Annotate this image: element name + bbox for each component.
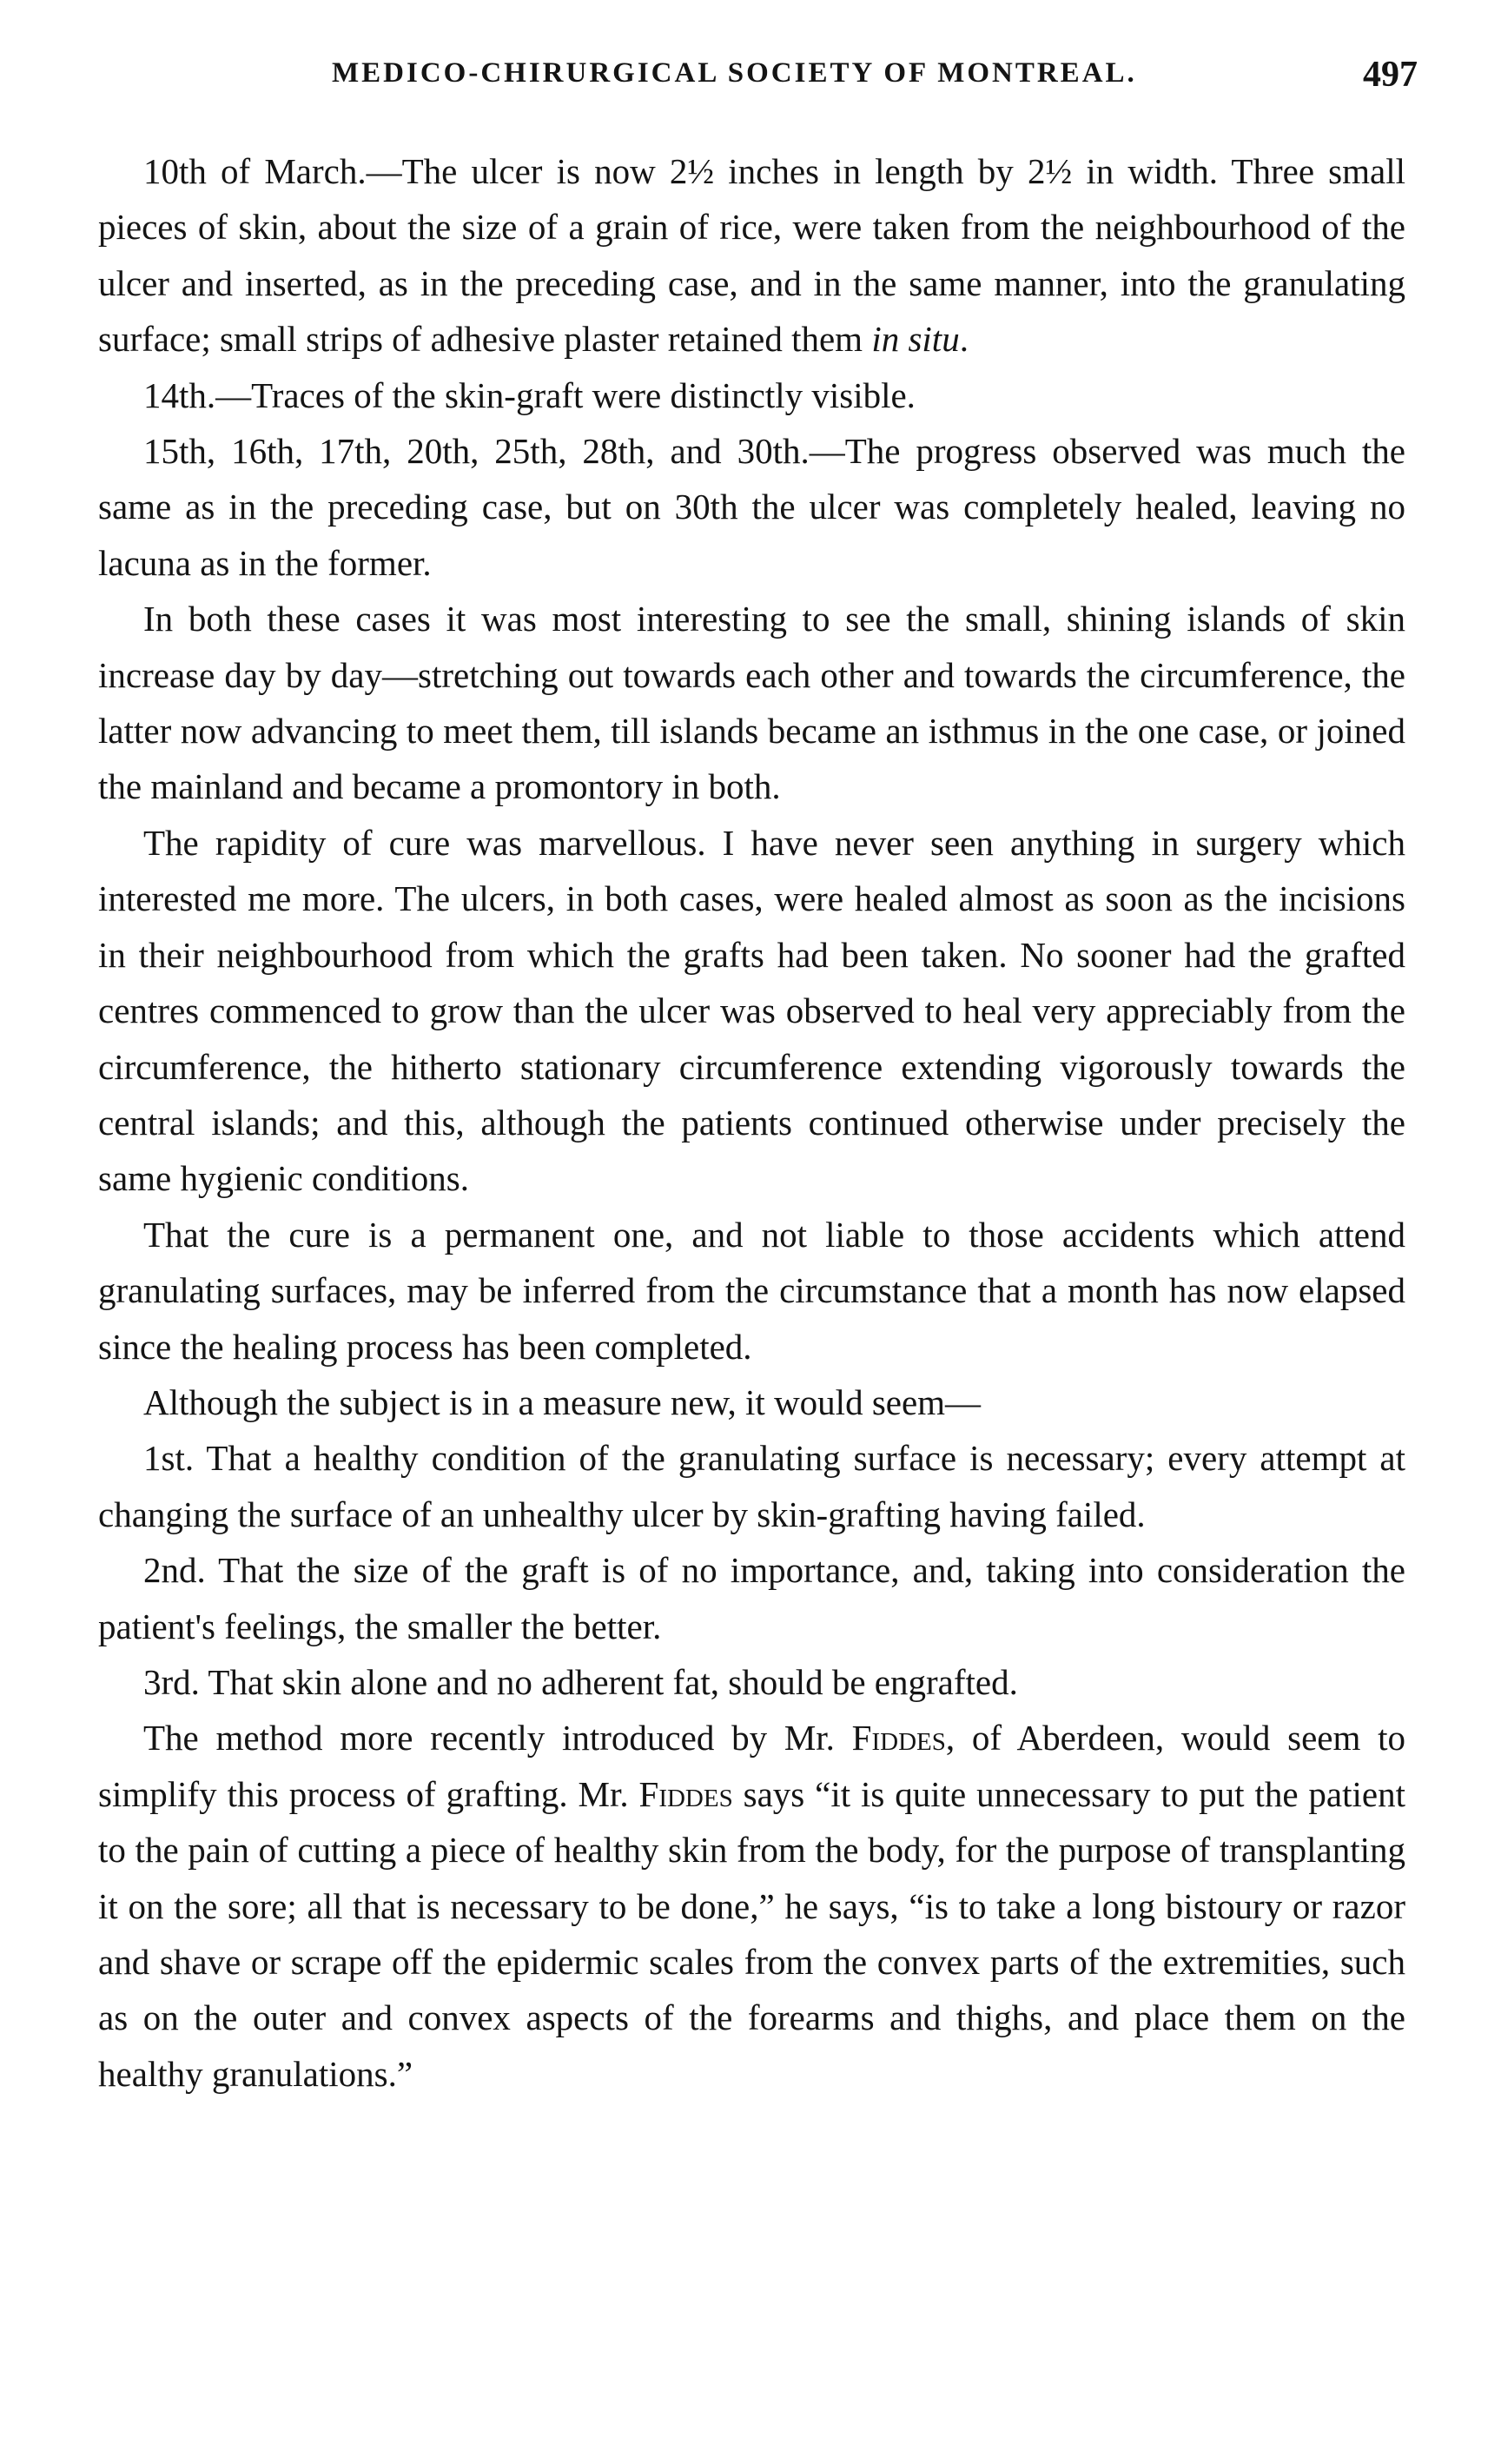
person-name: Fiddes — [638, 1773, 733, 1814]
paragraph — [98, 1710, 1405, 2102]
text-run: . — [959, 319, 969, 360]
text-run: 1st. That a healthy condition of the granulating surface is necessary; every attempt at changing the surface of an unhealthy ulcer by skin-grafting having failed. — [98, 1438, 1405, 1534]
text-run: Although the subject is in a measure new, it would seem— — [143, 1381, 982, 1422]
text-run: The method more recently introduced by Mr. — [143, 1718, 852, 1759]
text-run: In both these cases it was most interesting to see the small, shining islands of skin increase day by day—stretching out towards each other and towards the circumference, the latter now advancing to meet them, till islands became an isthmus in the one case, or joined the mainland and became a promontory in both. — [98, 599, 1405, 807]
text-run: That the cure is a permanent one, and not liable to those accidents which attend granulating surfaces, may be inferred from the circumstance that a month has now elapsed since the healing process has been completed. — [98, 1214, 1405, 1367]
paragraph — [98, 368, 1405, 423]
text-run: 14th.—Traces of the skin-graft were distinctly visible. — [143, 374, 916, 415]
paragraph — [98, 1430, 1405, 1542]
text-run: says “it is quite unnecessary to put the patient to the pain of cutting a piece of healthy skin from the body, for the purpose of transplanting it on the sore; all that is necessary to be done,” he says, “is to take a long bistoury or razor and shave or scrape off the epidermic scales from the convex parts of the extremities, such as on the outer and convex aspects of the forearms and thighs, and place them on the healthy granulations.” — [98, 1773, 1405, 2094]
text-run: 15th, 16th, 17th, 20th, 25th, 28th, and 30th.—The progress observed was much the same as in the preceding case, but on 30th the ulcer was completely healed, leaving no lacuna as in the former. — [98, 431, 1405, 583]
paragraph — [98, 591, 1405, 815]
text-run: The rapidity of cure was marvellous. I have never seen anything in surgery which interested me more. The ulcers, in both cases, were healed almost as soon as the incisions in their neighbourhood from which the grafts had been taken. No sooner had the grafted centres commenced to grow than the ulcer was observed to heal very appreciably from the circumference, the hitherto stationary circumference extending vigorously towards the central islands; and this, although the patients continued otherwise under precisely the same hygienic conditions. — [98, 822, 1405, 1199]
page-number: 497 — [1363, 55, 1418, 95]
text-run: 3rd. That skin alone and no adherent fat, should be engrafted. — [143, 1661, 1018, 1702]
paragraph — [98, 423, 1405, 591]
person-name: Fiddes — [851, 1718, 946, 1759]
paragraph — [98, 143, 1405, 368]
text-run: 10th of March.—The ulcer is now 2½ inches in length by 2½ in width. Three small pieces of skin, about the size of a grain of rice, were taken from the neighbourhood of the ulcer and inserted, as in the preceding case, and in the same manner, into the granulating surface; small strips of adhesive plaster retained them — [98, 151, 1405, 360]
paragraph — [98, 815, 1405, 1207]
body-text — [98, 143, 1405, 2102]
running-title: MEDICO-CHIRURGICAL SOCIETY OF MONTREAL. — [332, 57, 1137, 89]
text-run: 2nd. That the size of the graft is of no importance, and, taking into consideration the patient's feelings, the smaller the better. — [98, 1550, 1405, 1646]
paragraph — [98, 1654, 1405, 1710]
italic-phrase: in situ — [871, 319, 960, 360]
paragraph — [98, 1542, 1405, 1654]
text-run: , of Aberdeen, would seem to simplify this process of grafting. Mr. — [98, 1718, 1405, 1814]
paragraph — [98, 1207, 1405, 1374]
running-head — [97, 54, 1418, 106]
paragraph — [98, 1374, 1405, 1430]
